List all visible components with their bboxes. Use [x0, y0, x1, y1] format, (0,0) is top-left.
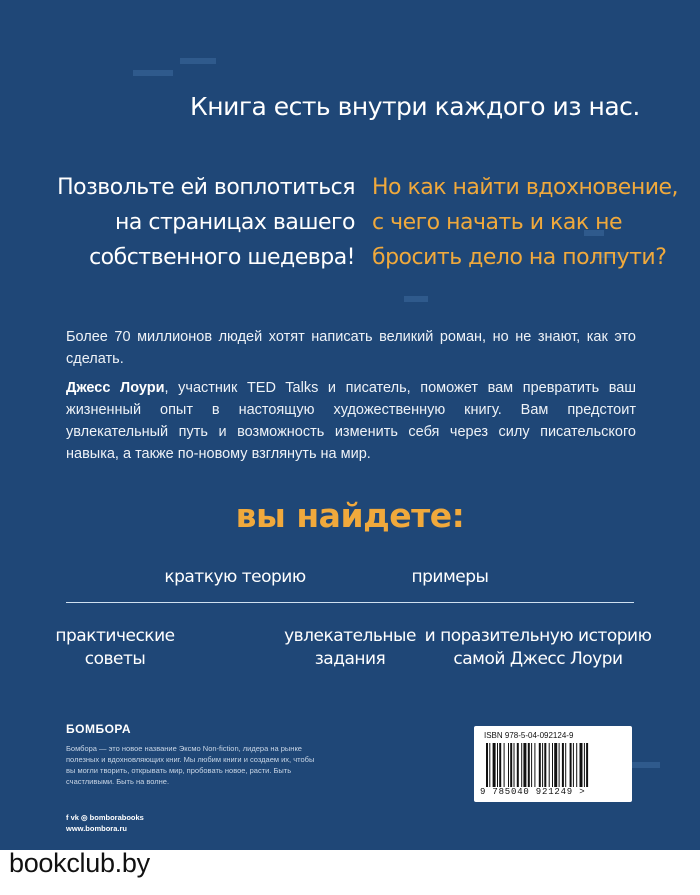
item-line: практические — [55, 626, 175, 646]
barcode-box — [474, 726, 632, 802]
instagram-icon: ◎ — [81, 813, 88, 822]
decorative-dash — [133, 70, 173, 76]
item-line: советы — [84, 649, 146, 669]
left-quote-line: Позвольте ей воплотиться — [57, 175, 355, 200]
publisher-description: Бомбора — это новое название Эксмо Non-fiction, лидера на рынке полезных и вдохновляющих книг. Мы любим книги и создаем их, чтобы вы могли творить, открывать мир, пробовать новое, расти. Быть счастливыми. Быть на волне. — [66, 744, 315, 786]
intro-paragraph: Более 70 миллионов людей хотят написать великий роман, но не знают, как это сделать. — [66, 329, 636, 367]
decorative-dash — [404, 296, 428, 302]
decorative-dash — [630, 762, 660, 768]
author-paragraph — [66, 377, 636, 465]
social-links — [66, 812, 144, 834]
right-quote-line: с чего начать и как не — [372, 210, 623, 235]
headline: Книга есть внутри каждого из нас. — [190, 92, 640, 121]
divider — [66, 602, 634, 603]
find-title: вы найдете: — [235, 496, 465, 535]
item-theory: краткую теорию — [164, 567, 306, 587]
barcode-digits: 9 785040 921249 > — [480, 787, 586, 797]
item-line: задания — [314, 649, 386, 669]
item-line: увлекательные — [284, 626, 416, 646]
left-quote — [40, 170, 355, 275]
vk-icon: vk — [70, 813, 79, 822]
social-row — [66, 812, 144, 823]
publisher-logo: БОМБОРА — [66, 722, 132, 736]
item-line: самой Джесс Лоури — [453, 649, 623, 669]
barcode-image — [486, 743, 620, 787]
decorative-dash — [180, 58, 216, 64]
isbn-label: ISBN 978-5-04-092124-9 — [484, 731, 574, 740]
footer-brand: bookclub.by — [9, 848, 150, 878]
item-examples: примеры — [411, 567, 489, 587]
social-handle[interactable]: bomborabooks — [89, 813, 144, 822]
right-quote — [372, 170, 692, 275]
right-quote-line: Но как найти вдохновение, — [372, 175, 679, 200]
item-story — [418, 625, 658, 671]
facebook-icon: f — [66, 813, 69, 822]
author-name: Джесс Лоури — [66, 380, 165, 396]
author-paragraph-text: , участник TED Talks и писатель, поможет вам превратить ваш жизненный опыт в настоящую художественную книгу. Вам предстоит увлекательный путь и возможность изменить себя через силу писательского навыка, а также по-новому взглянуть на мир. — [66, 380, 637, 462]
item-line: и поразительную историю — [424, 626, 652, 646]
left-quote-line: на страницах вашего — [115, 210, 355, 235]
website-link[interactable]: www.bombora.ru — [66, 824, 127, 833]
right-quote-line: бросить дело на полпути? — [372, 245, 667, 270]
left-quote-line: собственного шедевра! — [89, 245, 355, 270]
item-practical-tips — [40, 625, 190, 671]
item-tasks — [275, 625, 425, 671]
